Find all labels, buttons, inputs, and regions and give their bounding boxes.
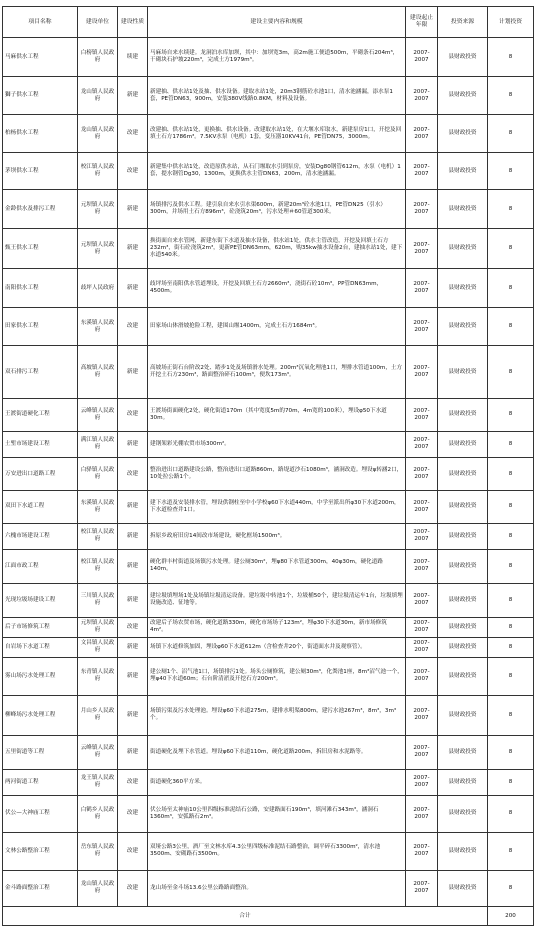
cell-type: 新建 bbox=[118, 735, 148, 769]
cell-project-name: 土堑市场建设工程 bbox=[3, 431, 78, 457]
table-row bbox=[3, 870, 534, 906]
cell-period: 2007-2007 bbox=[406, 523, 438, 549]
cell-amount: 8 bbox=[488, 38, 534, 77]
cell-content: 马麻场自来水续建。龙洞泊水库加坝，其中：加坝宽3m，高2m施工便道500m，平砌条石204m³，干砌块石护坡220m³，完成土方1979m³。 bbox=[148, 38, 406, 77]
table-row bbox=[3, 523, 534, 549]
cell-amount: 8 bbox=[488, 795, 534, 832]
cell-fund: 县财政投资 bbox=[438, 431, 488, 457]
cell-unit: 元坝镇人民政府 bbox=[78, 617, 118, 637]
cell-unit: 龙山镇人民政府 bbox=[78, 115, 118, 153]
cell-unit: 元坝镇人民政府 bbox=[78, 229, 118, 269]
project-table bbox=[2, 6, 534, 926]
cell-period: 2007-2007 bbox=[406, 735, 438, 769]
cell-unit: 白驿镇人民政府 bbox=[78, 458, 118, 491]
cell-fund: 县财政投资 bbox=[438, 153, 488, 190]
cell-unit: 东溪镇人民政府 bbox=[78, 490, 118, 523]
cell-type: 新建 bbox=[118, 549, 148, 583]
cell-period: 2007-2007 bbox=[406, 269, 438, 308]
cell-content: 建垃圾填埋场1处及场镇垃圾清运设备。建垃圾中转池1个，垃圾桶50个，建垃圾清运车1台，垃圾填埋设施改造、征地等。 bbox=[148, 583, 406, 617]
cell-amount: 8 bbox=[488, 769, 534, 795]
cell-project-name: 田家供水工程 bbox=[3, 308, 78, 346]
table-row bbox=[3, 795, 534, 832]
total-row bbox=[3, 907, 534, 926]
cell-content: 改建抽、供水站1处，更换抽、供水设备。改建取水站1处，在大堰水库取水，新建泵房1口，开挖及回填土石方1786m³。7.5KV水泵（电机）1套，变压器10KV41台，PE管DN75，3000m。 bbox=[148, 115, 406, 153]
cell-unit: 龙山镇人民政府 bbox=[78, 77, 118, 115]
cell-fund: 县财政投资 bbox=[438, 637, 488, 657]
total-label: 合计 bbox=[3, 907, 488, 926]
table-row bbox=[3, 617, 534, 637]
header-project-name: 项目名称 bbox=[3, 7, 78, 38]
cell-content: 龙山场至金斗场13.6公里公路路面整治。 bbox=[148, 870, 406, 906]
cell-amount: 8 bbox=[488, 431, 534, 457]
cell-content: 双垭公路3公里，酒厂至文林水库4.3公里四级标准泥结石路整治，调平碎石3300m²，清水池3500m、安砌路石3500m。 bbox=[148, 832, 406, 870]
cell-period: 2007-2007 bbox=[406, 308, 438, 346]
cell-amount: 8 bbox=[488, 458, 534, 491]
cell-project-name: 双石排污工程 bbox=[3, 346, 78, 399]
cell-type: 续建 bbox=[118, 38, 148, 77]
cell-project-name: 柏杨供水工程 bbox=[3, 115, 78, 153]
cell-period: 2007-2007 bbox=[406, 870, 438, 906]
cell-content: 建钢架彩光棚农贸市场300m²。 bbox=[148, 431, 406, 457]
cell-project-name: 自岩场下水道工程 bbox=[3, 637, 78, 657]
table-row bbox=[3, 115, 534, 153]
header-fund: 投资来源 bbox=[438, 7, 488, 38]
cell-amount: 8 bbox=[488, 308, 534, 346]
table-row bbox=[3, 77, 534, 115]
cell-type: 新建 bbox=[118, 269, 148, 308]
cell-project-name: 后子市场修筑工程 bbox=[3, 617, 78, 637]
cell-project-name: 江面市政工程 bbox=[3, 549, 78, 583]
cell-amount: 8 bbox=[488, 269, 534, 308]
table-row bbox=[3, 399, 534, 432]
cell-unit: 白鹤乡人民政府 bbox=[78, 795, 118, 832]
table-row bbox=[3, 583, 534, 617]
cell-content: 新建集中供水站1处，改造原供水站，从石门堰取水引到泵房，安装Dg80钢管612m，水泵（电机）1套，提水钢管Dg30，1300m，更换供水主管DN63，200m，清水池涵漏。 bbox=[148, 153, 406, 190]
table-row bbox=[3, 229, 534, 269]
cell-unit: 东溪镇人民政府 bbox=[78, 308, 118, 346]
cell-content: 街道硬化360平方米。 bbox=[148, 769, 406, 795]
cell-fund: 县财政投资 bbox=[438, 190, 488, 229]
cell-amount: 8 bbox=[488, 695, 534, 735]
cell-project-name: 金斗路面整治工程 bbox=[3, 870, 78, 906]
cell-fund: 县财政投资 bbox=[438, 346, 488, 399]
cell-period: 2007-2007 bbox=[406, 657, 438, 695]
cell-amount: 8 bbox=[488, 617, 534, 637]
cell-project-name: 伏公—大神庙工程 bbox=[3, 795, 78, 832]
cell-amount: 8 bbox=[488, 346, 534, 399]
cell-period: 2007-2007 bbox=[406, 431, 438, 457]
cell-type: 新建 bbox=[118, 637, 148, 657]
cell-fund: 县财政投资 bbox=[438, 490, 488, 523]
cell-amount: 8 bbox=[488, 549, 534, 583]
cell-content: 新建抽、供水站1处及抽、供水设备。建取水站1处，20m3钢筋砼水池1口，清水池涵漏，添水泵1套，PE管DN63，900m，安装380V线路0.8KM，材料及设备。 bbox=[148, 77, 406, 115]
table-row bbox=[3, 549, 534, 583]
cell-type: 改建 bbox=[118, 458, 148, 491]
cell-project-name: 茅坝供水工程 bbox=[3, 153, 78, 190]
cell-type: 改建 bbox=[118, 832, 148, 870]
cell-type: 改建 bbox=[118, 399, 148, 432]
cell-unit: 三川镇人民政府 bbox=[78, 583, 118, 617]
cell-fund: 县财政投资 bbox=[438, 523, 488, 549]
cell-content: 王渡场街面硬化2处，硬化街道170m（其中宽度5m的70m，4m宽的100米），埋设φ50下水道30m。 bbox=[148, 399, 406, 432]
cell-amount: 8 bbox=[488, 490, 534, 523]
cell-fund: 县财政投资 bbox=[438, 870, 488, 906]
cell-unit: 云峰镇人民政府 bbox=[78, 399, 118, 432]
cell-fund: 县财政投资 bbox=[438, 657, 488, 695]
cell-type: 新建 bbox=[118, 346, 148, 399]
cell-type: 改建 bbox=[118, 153, 148, 190]
cell-project-name: 双田下水道工程 bbox=[3, 490, 78, 523]
cell-period: 2007-2007 bbox=[406, 399, 438, 432]
cell-project-name: 万安进出口道路工程 bbox=[3, 458, 78, 491]
cell-project-name: 甄王供水工程 bbox=[3, 229, 78, 269]
cell-unit: 高坡镇人民政府 bbox=[78, 346, 118, 399]
cell-period: 2007-2007 bbox=[406, 153, 438, 190]
cell-fund: 县财政投资 bbox=[438, 229, 488, 269]
cell-content: 整治进出口道路建设公路，整治进出口道路860m，路堤道沙石1080m³，涵洞改造。埋设φ转涵2口，10处拉公路1个。 bbox=[148, 458, 406, 491]
cell-fund: 县财政投资 bbox=[438, 308, 488, 346]
header-unit: 建设单位 bbox=[78, 7, 118, 38]
cell-amount: 8 bbox=[488, 153, 534, 190]
cell-content: 场镇排污及供水工程。建引泉自来水引水渠600m，新建20m³砼水池1口，PE管DN25（引水）300m，并场用土石方896m³，砼浇筑20m³，污水处理＃60管道300米。 bbox=[148, 190, 406, 229]
cell-period: 2007-2007 bbox=[406, 583, 438, 617]
cell-period: 2007-2007 bbox=[406, 769, 438, 795]
cell-content: 硬化群丰村街道及场镇污水处理。建公厕30m²，埋φ80下水管道300m，40φ30m，硬化道路140m。 bbox=[148, 549, 406, 583]
cell-fund: 县财政投资 bbox=[438, 832, 488, 870]
table-row bbox=[3, 269, 534, 308]
cell-unit: 满江镇人民政府 bbox=[78, 431, 118, 457]
cell-project-name: 文林公路整治工程 bbox=[3, 832, 78, 870]
cell-fund: 县财政投资 bbox=[438, 77, 488, 115]
cell-project-name: 雾山场污水处理工程 bbox=[3, 657, 78, 695]
cell-amount: 8 bbox=[488, 77, 534, 115]
cell-unit: 龙山镇人民政府 bbox=[78, 870, 118, 906]
cell-content: 高坡场正街石台阶改2处、踏步1处及场镇滑水处理。200m³沉氧化理池1口，埋排水管道100m，土方开挖土石方230m³，路面整治碎石100m³，便坎173m³。 bbox=[148, 346, 406, 399]
cell-period: 2007-2007 bbox=[406, 229, 438, 269]
cell-unit: 校江镇人民政府 bbox=[78, 549, 118, 583]
cell-type: 改建 bbox=[118, 617, 148, 637]
table-row bbox=[3, 832, 534, 870]
cell-unit: 元坝镇人民政府 bbox=[78, 190, 118, 229]
cell-fund: 县财政投资 bbox=[438, 458, 488, 491]
cell-content: 拆原乡政府旧房14间改市场建设，硬化框场1500m³。 bbox=[148, 523, 406, 549]
cell-project-name: 南阳供水工程 bbox=[3, 269, 78, 308]
table-row bbox=[3, 637, 534, 657]
cell-period: 2007-2007 bbox=[406, 795, 438, 832]
cell-content: 建公厕1个、沼气池1口，场镇排污1处。场头公厕修筑，建公厕30m³，化粪池1座，8m³沼气池一个，埋φ40下水道60m；石台阶清淤及开挖石方200m³。 bbox=[148, 657, 406, 695]
table-row bbox=[3, 153, 534, 190]
table-body bbox=[3, 38, 534, 907]
cell-type: 改建 bbox=[118, 115, 148, 153]
cell-amount: 8 bbox=[488, 870, 534, 906]
cell-content: 改建后子场农贸市场，硬化道路330m，硬化市场场子123m²，埋φ30下水道30m，新市场修筑4m²。 bbox=[148, 617, 406, 637]
cell-fund: 县财政投资 bbox=[438, 549, 488, 583]
cell-project-name: 五里街道等工程 bbox=[3, 735, 78, 769]
cell-period: 2007-2007 bbox=[406, 695, 438, 735]
cell-period: 2007-2007 bbox=[406, 490, 438, 523]
cell-project-name: 光现垃圾场建设工程 bbox=[3, 583, 78, 617]
cell-content: 建下水道及安装排水管，埋设供钢柱至中小学校φ60下水道440m，中学至派出所φ30下水道200m，下水道检查井1口。 bbox=[148, 490, 406, 523]
cell-fund: 县财政投资 bbox=[438, 769, 488, 795]
cell-type: 新建 bbox=[118, 695, 148, 735]
cell-unit: 校江镇人民政府 bbox=[78, 153, 118, 190]
header-row bbox=[3, 7, 534, 38]
cell-unit: 龙王镇人民政府 bbox=[78, 769, 118, 795]
cell-content: 场镇污渠及污水处理池。埋设φ60下水道275m，建排水明渠800m，建污水池267m³，8m³，3m³个。 bbox=[148, 695, 406, 735]
table-row bbox=[3, 490, 534, 523]
cell-amount: 8 bbox=[488, 735, 534, 769]
cell-content: 换街面自来水管网，新建东街下水道及抽水设备，供水站1处，供水主管改造，开挖及回填土石方232m³，街石砼浇筑2m³，更新PE管DN63mm，620m，购35kw抽水设备2台，建抽水站1处，建下水道540米。 bbox=[148, 229, 406, 269]
cell-amount: 8 bbox=[488, 637, 534, 657]
cell-amount: 8 bbox=[488, 583, 534, 617]
cell-type: 新建 bbox=[118, 523, 148, 549]
cell-unit: 云峰镇人民政府 bbox=[78, 735, 118, 769]
table-row bbox=[3, 769, 534, 795]
cell-period: 2007-2007 bbox=[406, 617, 438, 637]
table-row bbox=[3, 308, 534, 346]
cell-type: 新建 bbox=[118, 490, 148, 523]
cell-project-name: 柳峰场污水处理工程 bbox=[3, 695, 78, 735]
header-type: 建设性质 bbox=[118, 7, 148, 38]
cell-period: 2007-2007 bbox=[406, 637, 438, 657]
cell-period: 2007-2007 bbox=[406, 38, 438, 77]
cell-amount: 8 bbox=[488, 190, 534, 229]
cell-unit: 岳东镇人民政府 bbox=[78, 832, 118, 870]
table-row bbox=[3, 346, 534, 399]
cell-amount: 8 bbox=[488, 115, 534, 153]
cell-type: 改建 bbox=[118, 769, 148, 795]
header-amount: 计划投资 bbox=[488, 7, 534, 38]
table-row bbox=[3, 190, 534, 229]
cell-fund: 县财政投资 bbox=[438, 115, 488, 153]
cell-fund: 县财政投资 bbox=[438, 38, 488, 77]
cell-amount: 8 bbox=[488, 657, 534, 695]
cell-project-name: 两河街道工程 bbox=[3, 769, 78, 795]
cell-amount: 8 bbox=[488, 832, 534, 870]
cell-content: 伏公场至太神庙10公里四级标准泥结石公路，安建路面石190m³，填河滩石343m³，涵洞石1360m³，安弧路石2m³。 bbox=[148, 795, 406, 832]
cell-type: 新建 bbox=[118, 77, 148, 115]
cell-fund: 县财政投资 bbox=[438, 795, 488, 832]
table-row bbox=[3, 38, 534, 77]
cell-period: 2007-2007 bbox=[406, 115, 438, 153]
cell-type: 新建 bbox=[118, 190, 148, 229]
cell-fund: 县财政投资 bbox=[438, 695, 488, 735]
header-period: 建设起止年限 bbox=[406, 7, 438, 38]
cell-content: 田家场山体滑坡抢险工程，建围山堰1400m，完成土石方1684m³。 bbox=[148, 308, 406, 346]
cell-unit: 校江镇人民政府 bbox=[78, 523, 118, 549]
total-amount: 200 bbox=[488, 907, 534, 926]
cell-amount: 8 bbox=[488, 399, 534, 432]
cell-project-name: 马麻供水工程 bbox=[3, 38, 78, 77]
cell-content: 歧坪场至南阳供水管道埋设，开挖及回填土石方2660m³，浇街石砼10m³，PP管DN63mm，4500m。 bbox=[148, 269, 406, 308]
cell-type: 改建 bbox=[118, 795, 148, 832]
cell-content: 街道硬化及埋下水管道。埋设φ60下水道110m，硬化道路200m，拆旧房和水泥路等。 bbox=[148, 735, 406, 769]
table-row bbox=[3, 458, 534, 491]
cell-unit: 月山乡人民政府 bbox=[78, 695, 118, 735]
cell-project-name: 金龄供水及排污工程 bbox=[3, 190, 78, 229]
cell-period: 2007-2007 bbox=[406, 190, 438, 229]
cell-period: 2007-2007 bbox=[406, 346, 438, 399]
cell-fund: 县财政投资 bbox=[438, 617, 488, 637]
cell-project-name: 王渡街道硬化工程 bbox=[3, 399, 78, 432]
cell-unit: 歧坪人民政府 bbox=[78, 269, 118, 308]
cell-content: 场镇下水道修筑加固，埋设φ60下水道612m（含检查井20个，街道面水井及观察管）。 bbox=[148, 637, 406, 657]
cell-project-name: 獅子供水工程 bbox=[3, 77, 78, 115]
cell-period: 2007-2007 bbox=[406, 458, 438, 491]
cell-unit: 东青镇人民政府 bbox=[78, 657, 118, 695]
table-row bbox=[3, 431, 534, 457]
cell-period: 2007-2007 bbox=[406, 832, 438, 870]
cell-amount: 8 bbox=[488, 229, 534, 269]
cell-unit: 文昌镇人民政府 bbox=[78, 637, 118, 657]
table-row bbox=[3, 695, 534, 735]
cell-type: 新建 bbox=[118, 229, 148, 269]
cell-fund: 县财政投资 bbox=[438, 583, 488, 617]
cell-amount: 8 bbox=[488, 523, 534, 549]
table-row bbox=[3, 735, 534, 769]
cell-project-name: 六槐市场建设工程 bbox=[3, 523, 78, 549]
cell-fund: 县财政投资 bbox=[438, 735, 488, 769]
table-row bbox=[3, 657, 534, 695]
cell-type: 新建 bbox=[118, 583, 148, 617]
cell-type: 新建 bbox=[118, 431, 148, 457]
cell-period: 2007-2007 bbox=[406, 77, 438, 115]
cell-type: 改建 bbox=[118, 308, 148, 346]
cell-fund: 县财政投资 bbox=[438, 399, 488, 432]
cell-fund: 县财政投资 bbox=[438, 269, 488, 308]
header-content: 建设主要内容和规模 bbox=[148, 7, 406, 38]
cell-unit: 白榜镇人民政府 bbox=[78, 38, 118, 77]
cell-type: 新建 bbox=[118, 657, 148, 695]
cell-period: 2007-2007 bbox=[406, 549, 438, 583]
cell-type: 改建 bbox=[118, 870, 148, 906]
